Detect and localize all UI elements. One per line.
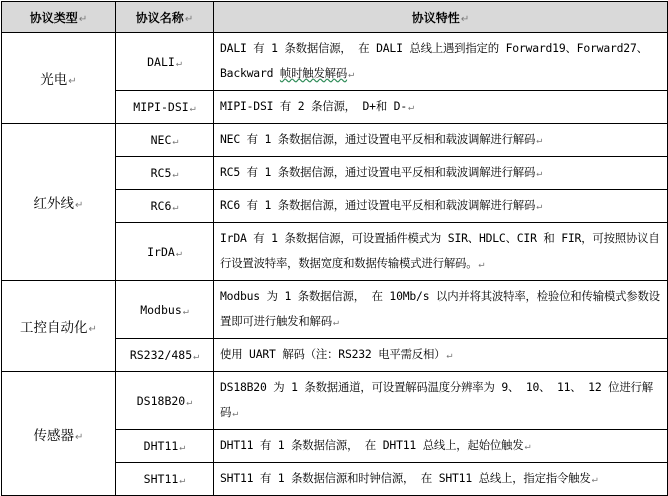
group-optical: 光电↵ (2, 33, 116, 124)
protocol-feature-sht11: SHT11 有 1 条数据信源和时钟信源， 在 SHT11 总线上，指定指令触发↵ (214, 463, 668, 496)
protocol-name-mipi: MIPI-DSI↵ (116, 91, 214, 124)
protocol-name-dht11: DHT11↵ (116, 430, 214, 463)
protocol-name-rc5: RC5↵ (116, 157, 214, 190)
protocol-feature-rs232: 使用 UART 解码（注：RS232 电平需反相）↵ (214, 339, 668, 372)
protocol-feature-rc6: RC6 有 1 条数据信源，通过设置电平反相和载波调解进行解码↵ (214, 190, 668, 223)
protocol-feature-dali: DALI 有 1 条数据信源， 在 DALI 总线上遇到指定的 Forward19、Forward27、Backward 帧时触发解码↵ (214, 33, 668, 91)
protocol-table (1, 1, 668, 496)
table-row (2, 281, 668, 339)
table-row (2, 33, 668, 91)
protocol-name-dali: DALI↵ (116, 33, 214, 91)
group-sensor: 传感器↵ (2, 372, 116, 496)
header-name: 协议名称↵ (116, 2, 214, 33)
table-row (2, 372, 668, 430)
protocol-name-rs232: RS232/485↵ (116, 339, 214, 372)
header-feature: 协议特性↵ (214, 2, 668, 33)
table-row (2, 124, 668, 157)
protocol-feature-modbus: Modbus 为 1 条数据信源， 在 10Mb/s 以内并将其波特率，检验位和传输模式参数设置即可进行触发和解码↵ (214, 281, 668, 339)
protocol-feature-mipi: MIPI-DSI 有 2 条信源， D+和 D-↵ (214, 91, 668, 124)
group-infrared: 红外线↵ (2, 124, 116, 281)
protocol-name-ds18b20: DS18B20↵ (116, 372, 214, 430)
protocol-feature-nec: NEC 有 1 条数据信源，通过设置电平反相和载波调解进行解码↵ (214, 124, 668, 157)
protocol-feature-rc5: RC5 有 1 条数据信源，通过设置电平反相和载波调解进行解码↵ (214, 157, 668, 190)
protocol-feature-ds18b20: DS18B20 为 1 条数据通道，可设置解码温度分辨率为 9、 10、 11、 12 位进行解码↵ (214, 372, 668, 430)
protocol-name-sht11: SHT11↵ (116, 463, 214, 496)
protocol-name-rc6: RC6↵ (116, 190, 214, 223)
protocol-name-irda: IrDA↵ (116, 223, 214, 281)
header-type: 协议类型↵ (2, 2, 116, 33)
protocol-feature-irda: IrDA 有 1 条数据信源，可设置插件模式为 SIR、HDLC、CIR 和 FIR，可按照协议自行设置波特率，数据宽度和数据传输模式进行解码。↵ (214, 223, 668, 281)
header-row (2, 2, 668, 33)
protocol-name-modbus: Modbus↵ (116, 281, 214, 339)
protocol-name-nec: NEC↵ (116, 124, 214, 157)
protocol-feature-dht11: DHT11 有 1 条数据信源， 在 DHT11 总线上，起始位触发↵ (214, 430, 668, 463)
group-industrial: 工控自动化↵ (2, 281, 116, 372)
